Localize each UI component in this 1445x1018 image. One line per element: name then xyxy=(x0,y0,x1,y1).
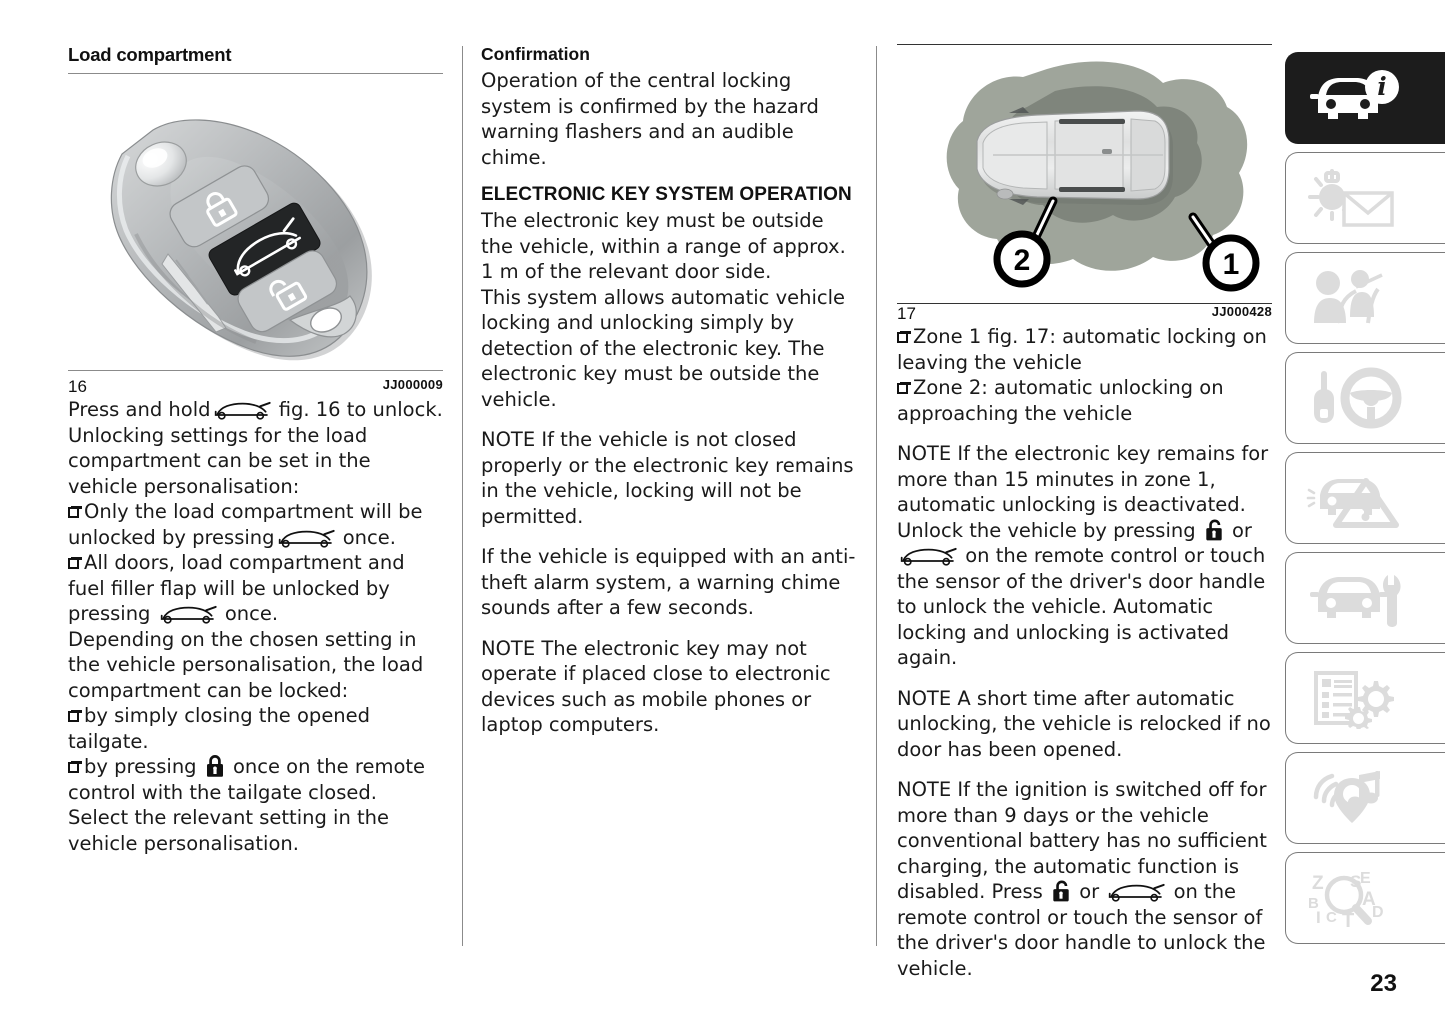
lock-open-icon xyxy=(1051,879,1071,903)
note-electronic-devices: NOTE The electronic key may not operate if placed close to electronic devices such as mobile phones or laptop computers. xyxy=(481,636,831,737)
svg-text:C: C xyxy=(1326,909,1337,926)
bullet-4-text-a: by pressing xyxy=(84,755,197,778)
alphabetical-index-icon xyxy=(1304,867,1404,929)
title-divider xyxy=(68,73,443,74)
note-ignition-text-c: on the remote control or touch the sensor of the driver's door handle to unlock the vehicle. xyxy=(897,880,1266,980)
tailgate-icon xyxy=(213,401,271,421)
svg-text:T: T xyxy=(1342,910,1355,929)
heading-electronic-key-system: ELECTRONIC KEY SYSTEM OPERATION xyxy=(481,184,852,205)
figure-16-code: JJ000009 xyxy=(382,377,443,392)
bullet-closing-tailgate xyxy=(68,703,443,754)
lock-open-icon xyxy=(1204,518,1224,542)
figure-16-key-fob xyxy=(68,80,443,370)
square-bullet-icon xyxy=(68,762,79,773)
press-hold-text-b: fig. 16 to unlock. xyxy=(278,398,443,421)
press-hold-text-a: Press and hold xyxy=(68,398,211,421)
page-number: 23 xyxy=(1370,970,1397,997)
bullet-only-load-compartment xyxy=(68,499,443,550)
paragraph-key-outside: The electronic key must be outside the vehicle, within a range of approx. 1 m of the relevant door side. xyxy=(481,209,846,284)
callout-1-label: 1 xyxy=(1222,248,1240,281)
key-fob-illustration xyxy=(68,80,443,370)
square-bullet-icon xyxy=(68,558,79,569)
sun-envelope-icon xyxy=(1304,167,1404,229)
svg-text:D: D xyxy=(1372,904,1384,921)
key-steering-icon xyxy=(1304,367,1404,429)
bullet-1-text-b: once. xyxy=(342,525,396,549)
note-15-minutes xyxy=(897,441,1272,671)
svg-text:B: B xyxy=(1308,895,1319,912)
tab-maintenance[interactable] xyxy=(1285,552,1445,644)
figure-17-top-divider xyxy=(897,44,1272,45)
figure-17-zones xyxy=(897,49,1272,299)
tailgate-icon xyxy=(159,605,217,625)
tab-starting-driving[interactable] xyxy=(1285,352,1445,444)
tab-vehicle-info[interactable] xyxy=(1285,52,1445,144)
tailgate-icon xyxy=(899,547,957,567)
svg-text:E: E xyxy=(1360,870,1371,887)
car-wrench-icon xyxy=(1304,567,1404,629)
tab-safety[interactable] xyxy=(1285,252,1445,344)
square-bullet-icon xyxy=(68,711,79,722)
bullet-pressing-lock xyxy=(68,754,443,805)
note-relock: NOTE A short time after automatic unlocking, the vehicle is relocked if no door has been opened. xyxy=(897,686,1271,761)
tab-multimedia[interactable] xyxy=(1285,752,1445,844)
bullet-zone-1 xyxy=(897,324,1272,375)
vehicle-zones-illustration xyxy=(897,49,1272,299)
paragraph-press-hold xyxy=(68,397,443,423)
paragraph-unlocking-settings: Unlocking settings for the load compartment can be set in the vehicle personalisation: xyxy=(68,423,371,498)
svg-text:Z: Z xyxy=(1312,873,1324,894)
svg-text:i: i xyxy=(1377,72,1387,101)
note-not-closed: NOTE If the vehicle is not closed properly or the electronic key remains in the vehicle, locking will not be permitted. xyxy=(481,428,854,528)
figure-16-number: 16 xyxy=(68,377,87,396)
figure-17-code: JJ000428 xyxy=(1211,304,1272,319)
note-15min-text-a: NOTE If the electronic key remains for more than 15 minutes in zone 1, automatic unlocking is deactivated. Unlock the vehicle by pressing xyxy=(897,442,1269,542)
seatbelt-person-icon xyxy=(1304,267,1404,329)
car-info-icon xyxy=(1304,67,1404,129)
column-divider-1 xyxy=(462,46,463,946)
callout-2-label: 2 xyxy=(1013,244,1031,277)
svg-text:A: A xyxy=(1362,889,1376,910)
vehicle-top-view xyxy=(977,107,1173,205)
square-bullet-icon xyxy=(897,332,908,343)
bullet-zone-1-text: Zone 1 fig. 17: automatic locking on leaving the vehicle xyxy=(897,325,1267,374)
column-divider-2 xyxy=(876,46,877,946)
bullet-2-text-b: once. xyxy=(224,602,279,625)
bullet-2-text-a: All doors, load compartment and fuel filler flap will be unlocked by pressing xyxy=(68,551,405,625)
section-tab-rail xyxy=(1285,52,1445,952)
paragraph-antitheft: If the vehicle is equipped with an anti-theft alarm system, a warning chime sounds after a few seconds. xyxy=(481,545,856,620)
tab-emergency[interactable] xyxy=(1285,452,1445,544)
column-two xyxy=(481,44,856,738)
note-ignition-text-b: or xyxy=(1079,880,1100,903)
note-15min-text-c: on the remote control or touch the sensor of the driver's door handle to unlock the vehicle. Automatic locking and unlocking is activated again. xyxy=(897,544,1266,669)
paragraph-confirmation: Operation of the central locking system is confirmed by the hazard warning flashers and an audible chime. xyxy=(481,69,819,169)
bullet-1-text-a: Only the load compartment will be unlocked by pressing xyxy=(68,500,423,549)
tab-technical-specs[interactable] xyxy=(1285,652,1445,744)
page-title: Load compartment xyxy=(68,44,232,65)
column-three xyxy=(897,44,1272,981)
tab-dashboard[interactable] xyxy=(1285,152,1445,244)
paragraph-depending: Depending on the chosen setting in the vehicle personalisation, the load compartment can be locked: xyxy=(68,627,424,702)
column-one xyxy=(68,44,443,856)
square-bullet-icon xyxy=(68,507,79,518)
figure-17-caption xyxy=(897,304,1272,324)
figure-17-number: 17 xyxy=(897,304,916,323)
tab-index[interactable] xyxy=(1285,852,1445,944)
square-bullet-icon xyxy=(897,383,908,394)
bullet-zone-2 xyxy=(897,375,1272,426)
svg-text:S: S xyxy=(1350,872,1362,891)
bullet-zone-2-text: Zone 2: automatic unlocking on approaching the vehicle xyxy=(897,376,1224,425)
wifi-music-icon xyxy=(1304,767,1404,829)
tailgate-icon xyxy=(277,529,335,549)
list-gears-icon xyxy=(1304,667,1404,729)
bullet-all-doors xyxy=(68,550,443,627)
figure-16-divider xyxy=(68,370,443,371)
car-warning-icon xyxy=(1304,467,1404,529)
bullet-4-text-b: once on the remote control with the tailgate closed. xyxy=(68,755,426,804)
bullet-3-text: by simply closing the opened tailgate. xyxy=(68,704,371,753)
note-ignition-off xyxy=(897,777,1272,981)
paragraph-system-allows: This system allows automatic vehicle locking and unlocking simply by detection of the electronic key. The electronic key must be outside the vehicle. xyxy=(481,285,846,411)
note-15min-text-b: or xyxy=(1232,518,1252,542)
svg-text:I: I xyxy=(1316,908,1321,927)
note-ignition-text-a: NOTE If the ignition is switched off for more than 9 days or the vehicle conventional battery has no sufficient charging, the automatic function is disabled. Press xyxy=(897,778,1267,903)
figure-16-caption xyxy=(68,377,443,397)
lock-closed-icon xyxy=(205,754,225,778)
paragraph-select-setting: Select the relevant setting in the vehicle personalisation. xyxy=(68,806,390,855)
tailgate-icon xyxy=(1107,883,1165,903)
heading-confirmation: Confirmation xyxy=(481,44,590,64)
